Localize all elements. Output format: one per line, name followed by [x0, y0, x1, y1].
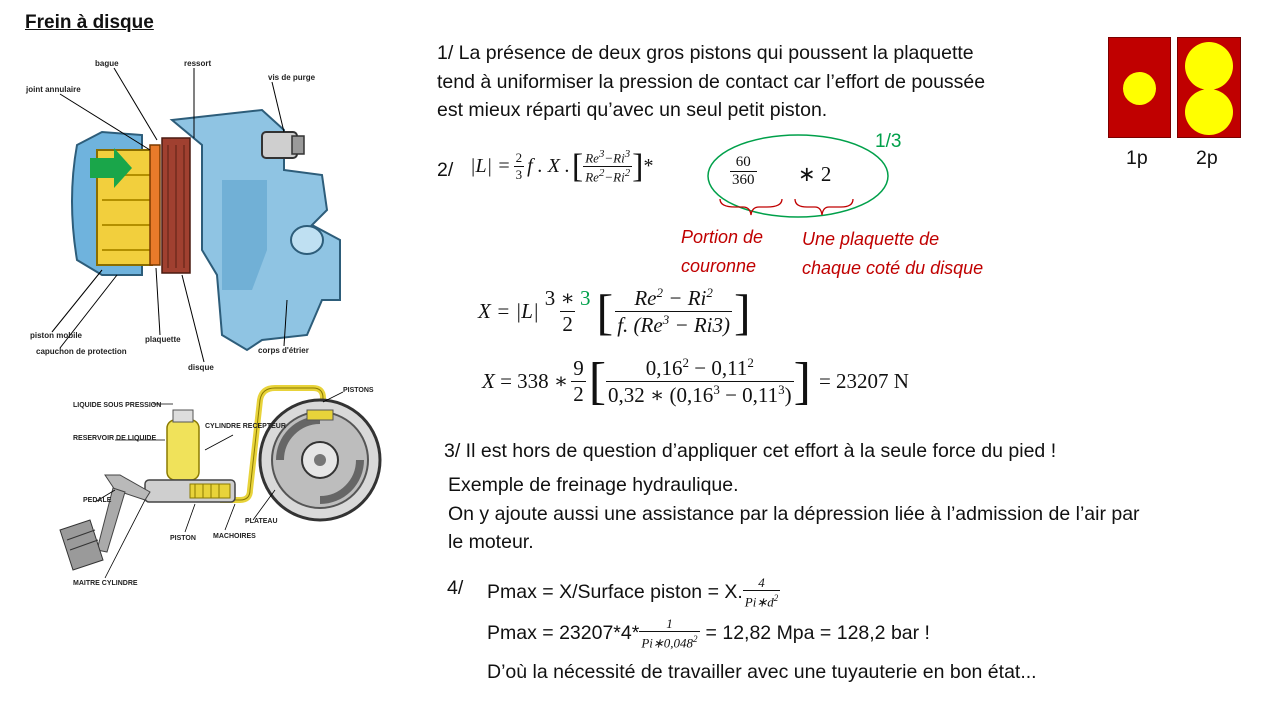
q4-line-2: Pmax = 23207*4* $\frac{1}{Pi∗0,048^2}$ = 12,82 Mpa = 128,2 bar ! [487, 616, 930, 651]
q1-paragraph [437, 39, 985, 125]
red-braces [715, 195, 865, 223]
q3-line: le moteur. [448, 531, 534, 553]
q4-line-1: Pmax = X/Surface piston = X. $\frac{4}{Pi∗d^2}$ [487, 575, 779, 610]
q1-line: est mieux réparti qu’avec un seul petit piston. [437, 99, 828, 121]
hydraulic-brake-illustration [45, 380, 385, 592]
note-plaquette [802, 225, 983, 283]
label-piston: PISTON [170, 535, 196, 542]
label-liquide-sous-pression: LIQUIDE SOUS PRESSION [73, 402, 162, 409]
formula-X: X = |L| $\frac{3 ∗ 3}{2}$ [ $\frac{Re^2 - Ri^2}{f. (Re^3 - Ri3)}$ ] [478, 283, 751, 340]
page-title: Frein à disque [25, 12, 154, 33]
result-value: = 23207 N [818, 369, 909, 393]
frac-den: 360 [732, 172, 755, 188]
note-line: couronne [681, 256, 757, 276]
label-reservoir: RESERVOIR DE LIQUIDE [73, 435, 157, 442]
disc-brake-caliper-illustration [22, 50, 352, 380]
formula-L: |L| = $\frac{2}{3}$ f . X . [ $\frac{Re^3-Ri^3}{Re^2-Ri^2}$ ] * [470, 147, 654, 185]
times-2: ∗ 2 [798, 162, 832, 186]
q3-line: Exemple de freinage hydraulique. [448, 474, 739, 496]
q4-number: 4/ [447, 577, 464, 599]
frac-num: 60 [735, 154, 751, 170]
label-disque: disque [188, 363, 214, 372]
piston-circle [1185, 42, 1233, 90]
q4-line-3: D’où la nécessité de travailler avec une tuyauterie en bon état... [487, 661, 1037, 683]
label-maitre-cylindre: MAITRE CYLINDRE [73, 580, 138, 587]
label-plaquette: plaquette [145, 335, 181, 344]
label-piston-mobile: piston mobile [30, 331, 82, 340]
label-vis-de-purge: vis de purge [268, 73, 316, 82]
piston-circle [1123, 72, 1156, 105]
note-portion-couronne [681, 223, 763, 281]
two-piston-square [1177, 37, 1241, 138]
one-piston-square [1108, 37, 1171, 138]
note-line: chaque coté du disque [802, 258, 984, 278]
formula-numeric: X = 338 ∗ $\frac{9}{2}$ [ $\frac{0,16^2 - 0,11^2}{0,32 ∗ (0,16^3 - 0,11^3)}$ ] = 23207 N [482, 352, 909, 410]
note-line: Une plaquette de [802, 229, 940, 249]
q3-paragraph [448, 471, 1140, 557]
label-machoires: MACHOIRES [213, 533, 256, 540]
piston-circle [1185, 89, 1233, 135]
q1-line: tend à uniformiser la pression de contact car l’effort de poussée [437, 70, 986, 93]
note-line: Portion de [681, 227, 764, 247]
label-ressort: ressort [184, 59, 212, 68]
label-capuchon: capuchon de protection [36, 347, 127, 356]
q1-line: 1/ La présence de deux gros pistons qui poussent la plaquette [437, 42, 974, 64]
label-bague: bague [95, 59, 119, 68]
frac-num: 4 [758, 575, 765, 590]
label-joint-annulaire: joint annulaire [26, 85, 81, 94]
label-2p: 2p [1196, 147, 1218, 169]
q2-number: 2/ [437, 159, 454, 181]
label-pistons: PISTONS [343, 387, 374, 394]
label-cylindre-recepteur: CYLINDRE RECEPTEUR [205, 423, 286, 430]
label-corps-etrier: corps d'étrier [258, 346, 309, 355]
label-1p: 1p [1126, 147, 1148, 169]
q4-text: Pmax = X/Surface piston = X. [487, 580, 743, 603]
one-third-label: 1/3 [875, 131, 902, 152]
frac-num: 1 [666, 616, 673, 631]
q4-text: Pmax = 23207*4* [487, 621, 640, 644]
label-pedale: PEDALE [83, 497, 112, 504]
q4-text: = 12,82 Mpa = 128,2 bar ! [705, 621, 930, 644]
q3-line: On y ajoute aussi une assistance par la dépression liée à l’admission de l’air par [448, 502, 1140, 525]
label-plateau: PLATEAU [245, 518, 278, 525]
q3-line: 3/ Il est hors de question d’appliquer cet effort à la seule force du pied ! [444, 440, 1057, 462]
